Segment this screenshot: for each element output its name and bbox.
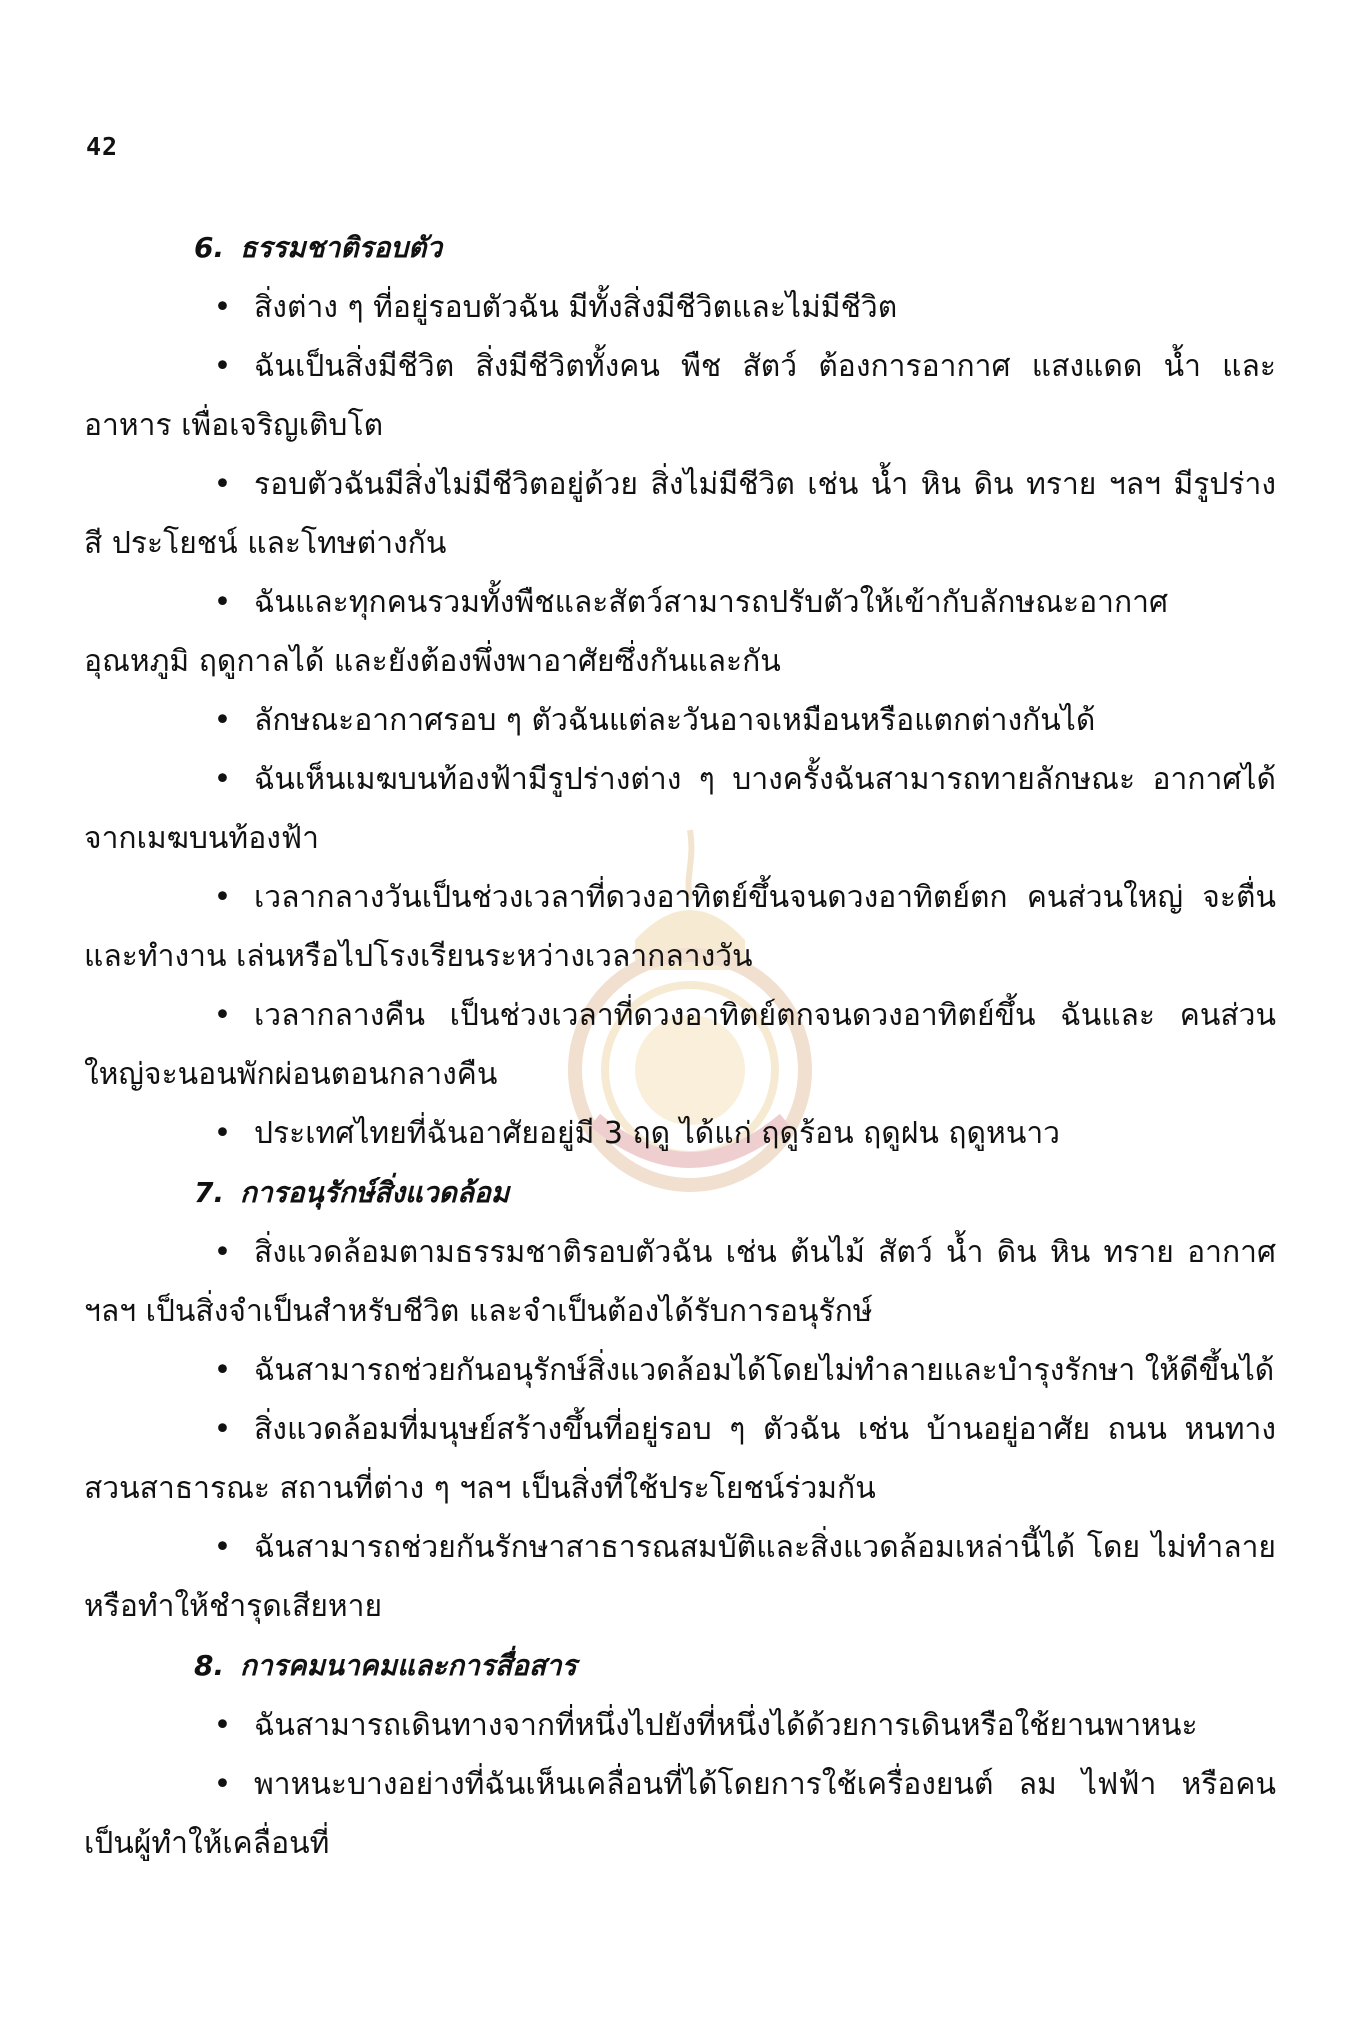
bullet-text: พาหนะบางอย่างที่ฉันเห็นเคลื่อนที่ได้โดยการใช้เครื่องยนต์ ลม ไฟฟ้า หรือคน เป็นผู้ทำให้เคลื่อนที่: [84, 1767, 1276, 1861]
section-heading: [84, 218, 1276, 278]
bullet-item: [84, 1400, 1276, 1518]
bullet-text: ฉันสามารถเดินทางจากที่หนึ่งไปยังที่หนึ่งได้ด้วยการเดินหรือใช้ยานพาหนะ: [254, 1708, 1198, 1743]
bullet-item: [84, 868, 1276, 986]
bullet-icon: •: [213, 1767, 232, 1802]
bullet-item: [84, 691, 1276, 750]
bullet-item: [84, 573, 1276, 691]
bullet-item: [84, 337, 1276, 455]
page-number: 42: [86, 132, 119, 161]
section-number: 7.: [194, 1176, 225, 1209]
bullet-icon: •: [213, 1708, 232, 1743]
bullet-icon: •: [213, 703, 232, 738]
bullet-icon: •: [213, 998, 232, 1033]
bullet-text: ลักษณะอากาศรอบ ๆ ตัวฉันแต่ละวันอาจเหมือนหรือแตกต่างกันได้: [254, 703, 1096, 738]
section-title: การคมนาคมและการสื่อสาร: [240, 1649, 577, 1682]
bullet-text: ฉันสามารถช่วยกันรักษาสาธารณสมบัติและสิ่งแวดล้อมเหล่านี้ได้ โดย ไม่ทำลายหรือทำให้ชำรุดเสียหาย: [84, 1530, 1276, 1624]
document-body: [84, 218, 1276, 1873]
bullet-text: ฉันสามารถช่วยกันอนุรักษ์สิ่งแวดล้อมได้โดยไม่ทำลายและบำรุงรักษา ให้ดีขึ้นได้: [254, 1353, 1275, 1388]
bullet-text: สิ่งแวดล้อมตามธรรมชาติรอบตัวฉัน เช่น ต้นไม้ สัตว์ น้ำ ดิน หิน ทราย อากาศ ฯลฯ เป็นสิ่งจำเป็นสำหรับชีวิต และจำเป็นต้องได้รับการอนุรักษ์: [84, 1235, 1276, 1329]
bullet-text: ฉันเห็นเมฆบนท้องฟ้ามีรูปร่างต่าง ๆ บางครั้งฉันสามารถทายลักษณะ อากาศได้จากเมฆบนท้องฟ้า: [84, 762, 1276, 856]
bullet-item: [84, 1223, 1276, 1341]
bullet-icon: •: [213, 349, 232, 384]
bullet-icon: •: [213, 1530, 232, 1565]
bullet-text: ฉันและทุกคนรวมทั้งพืชและสัตว์สามารถปรับตัวให้เข้ากับลักษณะอากาศ อุณหภูมิ ฤดูกาลได้ และยังต้องพึ่งพาอาศัยซึ่งกันและกัน: [84, 585, 1169, 679]
section-title: การอนุรักษ์สิ่งแวดล้อม: [240, 1176, 510, 1209]
bullet-icon: •: [213, 880, 232, 915]
bullet-text: เวลากลางคืน เป็นช่วงเวลาที่ดวงอาทิตย์ตกจนดวงอาทิตย์ขึ้น ฉันและ คนส่วนใหญ่จะนอนพักผ่อนตอนกลางคืน: [84, 998, 1276, 1092]
bullet-item: [84, 1104, 1276, 1163]
bullet-icon: •: [213, 762, 232, 797]
bullet-item: [84, 986, 1276, 1104]
bullet-item: [84, 1518, 1276, 1636]
section-number: 6.: [194, 231, 225, 264]
bullet-icon: •: [213, 1235, 232, 1270]
bullet-text: ฉันเป็นสิ่งมีชีวิต สิ่งมีชีวิตทั้งคน พืช สัตว์ ต้องการอากาศ แสงแดด น้ำ และอาหาร เพื่อเจริญเติบโต: [84, 349, 1276, 443]
section-heading: [84, 1636, 1276, 1696]
section-number: 8.: [194, 1649, 225, 1682]
bullet-item: [84, 750, 1276, 868]
bullet-text: ประเทศไทยที่ฉันอาศัยอยู่มี 3 ฤดู ได้แก่ ฤดูร้อน ฤดูฝน ฤดูหนาว: [254, 1116, 1061, 1151]
bullet-icon: •: [213, 1353, 232, 1388]
bullet-item: [84, 1755, 1276, 1873]
bullet-icon: •: [213, 467, 232, 502]
bullet-item: [84, 455, 1276, 573]
bullet-icon: •: [213, 290, 232, 325]
bullet-item: [84, 1696, 1276, 1755]
section-heading: [84, 1163, 1276, 1223]
bullet-icon: •: [213, 1116, 232, 1151]
section-title: ธรรมชาติรอบตัว: [240, 231, 443, 264]
bullet-icon: •: [213, 1412, 232, 1447]
bullet-icon: •: [213, 585, 232, 620]
bullet-text: สิ่งแวดล้อมที่มนุษย์สร้างขึ้นที่อยู่รอบ ๆ ตัวฉัน เช่น บ้านอยู่อาศัย ถนน หนทาง สวนสาธารณะ สถานที่ต่าง ๆ ฯลฯ เป็นสิ่งที่ใช้ประโยชน์ร่วมกัน: [84, 1412, 1276, 1506]
bullet-item: [84, 1341, 1276, 1400]
bullet-text: รอบตัวฉันมีสิ่งไม่มีชีวิตอยู่ด้วย สิ่งไม่มีชีวิต เช่น น้ำ หิน ดิน ทราย ฯลฯ มีรูปร่าง สี ประโยชน์ และโทษต่างกัน: [84, 467, 1276, 561]
bullet-text: เวลากลางวันเป็นช่วงเวลาที่ดวงอาทิตย์ขึ้นจนดวงอาทิตย์ตก คนส่วนใหญ่ จะตื่นและทำงาน เล่นหรือไปโรงเรียนระหว่างเวลากลางวัน: [84, 880, 1276, 974]
bullet-item: [84, 278, 1276, 337]
bullet-text: สิ่งต่าง ๆ ที่อยู่รอบตัวฉัน มีทั้งสิ่งมีชีวิตและไม่มีชีวิต: [254, 290, 898, 325]
